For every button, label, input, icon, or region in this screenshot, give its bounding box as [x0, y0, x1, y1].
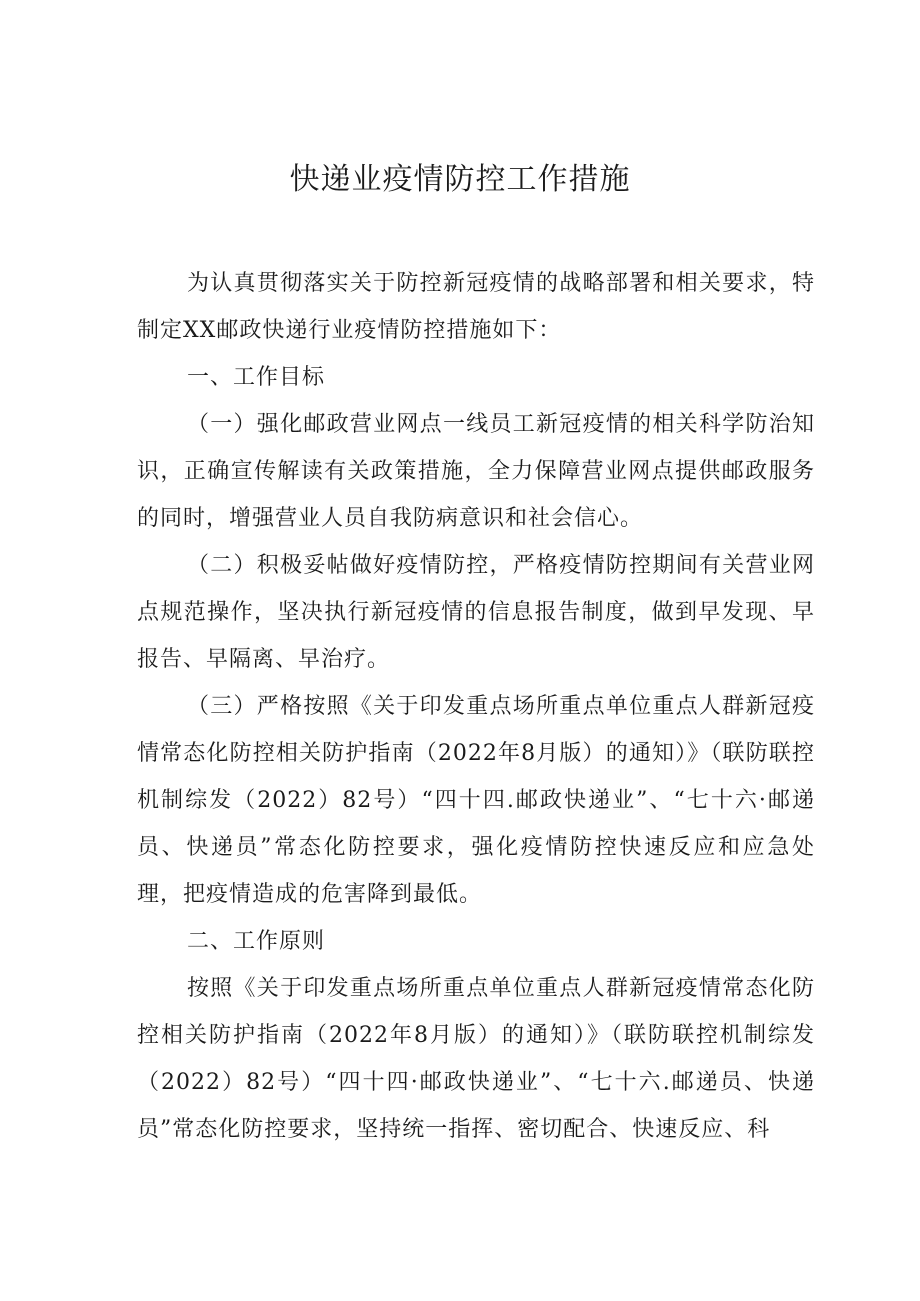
document-body	[137, 260, 815, 1153]
goal-item-3: （三）严格按照《关于印发重点场所重点单位重点人群新冠疫情常态化防控相关防护指南（2022年8月版）的通知）》（联防联控机制综发（2022）82号）“四十四.邮政快递业”、“七十六·邮递员、快递员”常态化防控要求，强化疫情防控快速反应和应急处理，把疫情造成的危害降到最低。	[137, 694, 815, 907]
document-title: 快递业疫情防控工作措施	[289, 162, 631, 197]
principles-paragraph: 按照《关于印发重点场所重点单位重点人群新冠疫情常态化防控相关防护指南（2022年8月版）的通知）》（联防联控机制综发（2022）82号）“四十四·邮政快递业”、“七十六.邮递员、快递员”常态化防控要求，坚持统一指挥、密切配合、快速反应、科	[137, 976, 815, 1142]
goal-item-2: （二）积极妥帖做好疫情防控，严格疫情防控期间有关营业网点规范操作，坚决执行新冠疫情的信息报告制度，做到早发现、早报告、早隔离、早治疗。	[137, 553, 815, 672]
section-heading-goals: 一、工作目标	[187, 365, 326, 390]
goal-item-1: （一）强化邮政营业网点一线员工新冠疫情的相关科学防治知识，正确宣传解读有关政策措施，全力保障营业网点提供邮政服务的同时，增强营业人员自我防病意识和社会信心。	[137, 412, 815, 531]
section-heading-principles: 二、工作原则	[187, 929, 326, 954]
intro-paragraph: 为认真贯彻落实关于防控新冠疫情的战略部署和相关要求，特制定XX邮政快递行业疫情防控措施如下：	[137, 271, 815, 343]
